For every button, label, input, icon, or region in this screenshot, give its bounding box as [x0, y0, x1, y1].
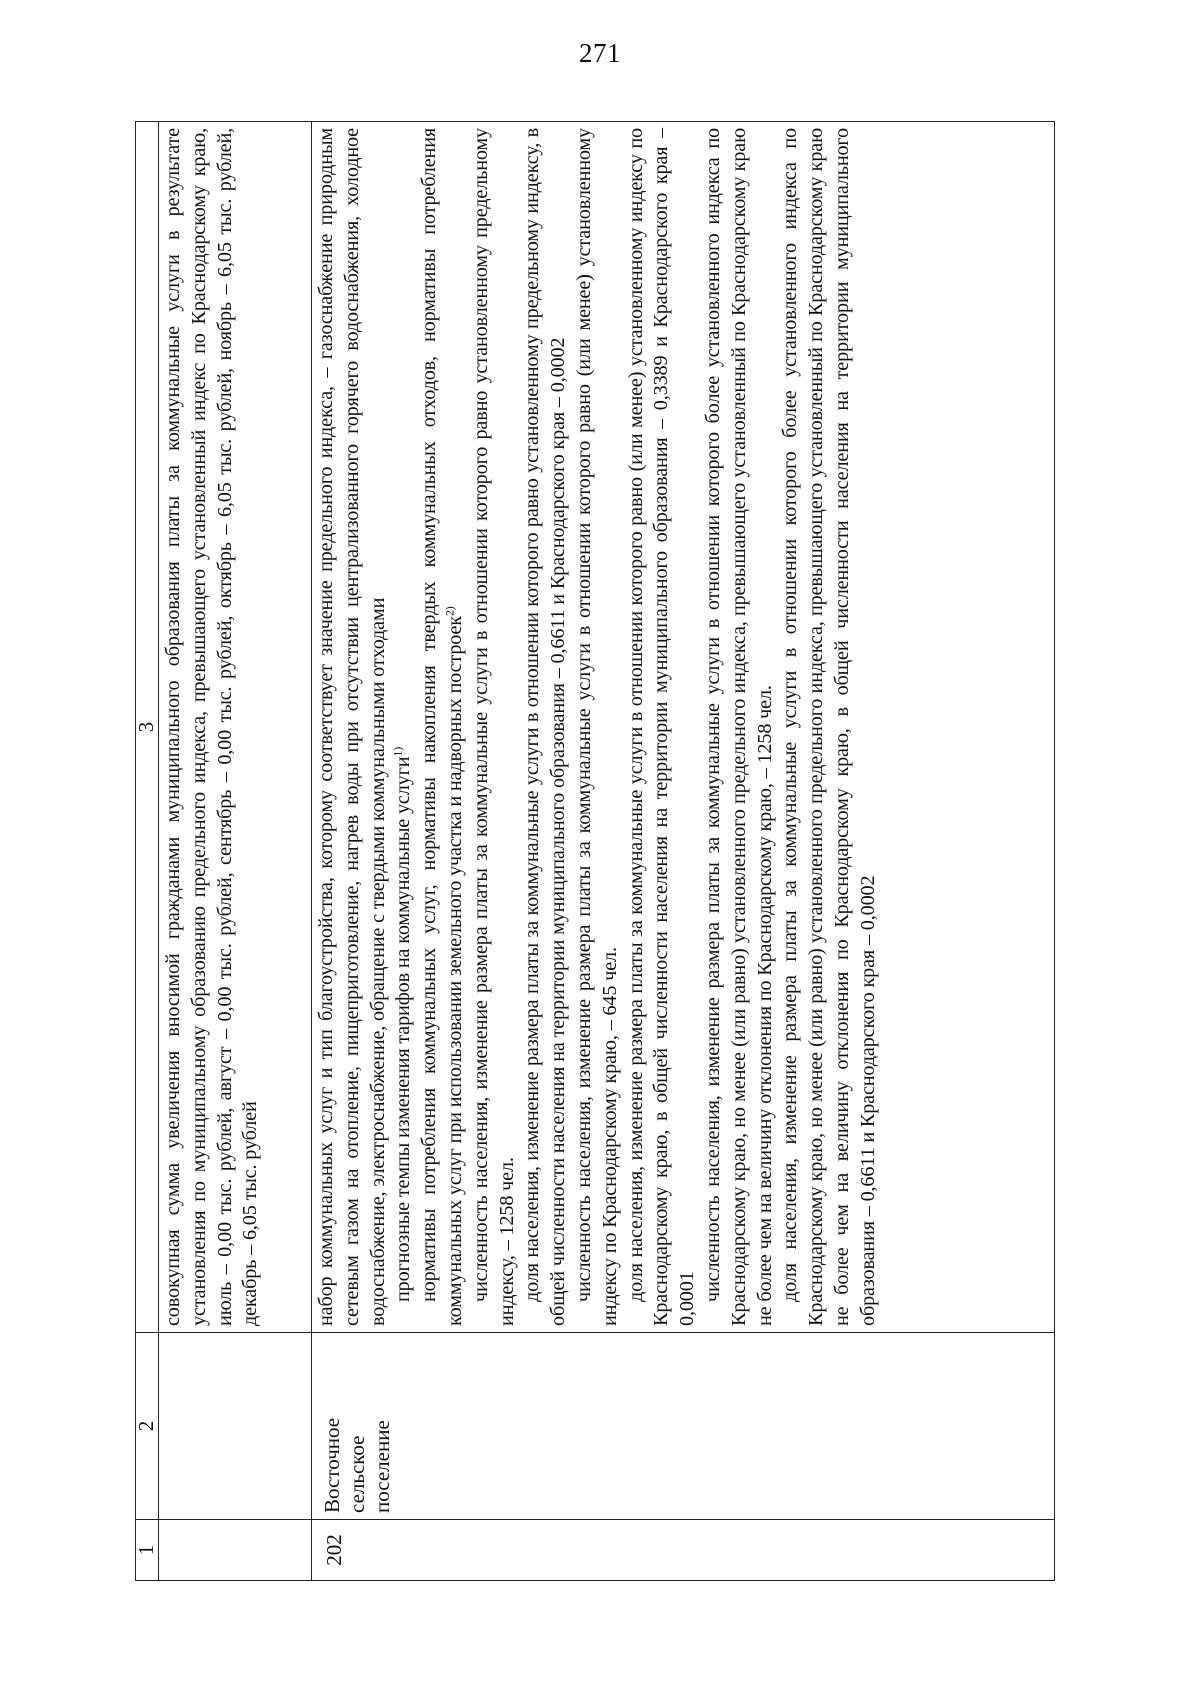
description-paragraph: численность населения, изменение размера платы за коммунальные услуги в отношении которого равно установленному предельному индексу, – 1258 чел.: [469, 128, 518, 1326]
description-paragraph: доля населения, изменение размера платы за коммунальные услуги в отношении которого равно установленному предельному индексу, в общей численности населения на территории муниципального образования – 0,6611 и Краснодарского края – 0,0002: [521, 128, 570, 1326]
rotated-table-container: [135, 121, 1055, 1581]
description-paragraph: доля населения, изменение размера платы за коммунальные услуги в отношении которого равно (или менее) установленному индексу по Краснодарскому краю, в общей численности населения на территории муниципального образования – 0,3389 и Краснодарского края – 0,0001: [624, 128, 699, 1326]
header-col-2: 2: [136, 1333, 159, 1520]
header-col-1: 1: [136, 1520, 159, 1581]
cell-settlement: [312, 1333, 1055, 1520]
description-paragraph: доля населения, изменение размера платы за коммунальные услуги в отношении которого более установленного индекса по Краснодарскому краю, но менее (или равно) установленного предельного индекса, превышающего установленный по Краснодарскому краю не более чем на величину отклонения по Краснодарскому краю, в общей численности населения на территории муниципального образования – 0,6611 и Краснодарского края – 0,0002: [779, 128, 879, 1326]
description-paragraph: набор коммунальных услуг и тип благоустройства, которому соответствует значение предельного индекса, – газоснабжение природным сетевым газом на отопление, пищеприготовление, нагрев воды при отсутствии централизованного горячего водоснабжения, холодное водоснабжение, электроснабжение, обращение с твердыми коммунальными отходами: [315, 128, 389, 1326]
cell-number-empty: [159, 1520, 312, 1581]
cell-description: [312, 122, 1055, 1333]
description-paragraph: совокупная сумма увеличения вносимой гражданами муниципального образования платы за коммунальные услуги в результате установления по муниципальному образованию предельного индекса, превышающего установленный индекс по Краснодарскому краю, июль – 0,00 тыс. рублей, август – 0,00 тыс. рублей, сентябрь – 0,00 тыс. рублей, октябрь – 6,05 тыс. рублей, ноябрь – 6,05 тыс. рублей, декабрь – 6,05 тыс. рублей: [162, 128, 262, 1326]
footnote-marker: 2): [442, 606, 457, 617]
cell-settlement-empty: [159, 1333, 312, 1520]
description-paragraph: нормативы потребления коммунальных услуг, нормативы накопления твердых коммунальных отходов, нормативы потребления коммунальных услуг при использовании земельного участка и надворных построек$^{2)}$: [418, 128, 466, 1326]
footnote-marker: 1): [390, 746, 405, 757]
table-row: [312, 122, 1055, 1581]
cell-row-number: [312, 1520, 1055, 1581]
table-row-continued: [159, 122, 312, 1581]
settlement-name: Восточное сельское поселение: [320, 1417, 394, 1513]
description-paragraph: численность населения, изменение размера платы за коммунальные услуги в отношении которого равно (или менее) установленному индексу по Краснодарскому краю, – 645 чел.: [572, 128, 621, 1326]
row-number: 202: [322, 1534, 346, 1566]
table-header-row: [136, 122, 159, 1581]
cell-description: [159, 122, 312, 1333]
description-paragraph: численность населения, изменение размера платы за коммунальные услуги в отношении которого более установленного индекса по Краснодарскому краю, но менее (или равно) установленного предельного индекса, превышающего установленный по Краснодарскому краю не более чем на величину отклонения по Краснодарскому краю, – 1258 чел.: [701, 128, 776, 1326]
description-paragraph: прогнозные темпы изменения тарифов на коммунальные услуги$^{1)}$: [390, 746, 415, 1302]
tariff-table: [135, 121, 1055, 1581]
header-col-3: 3: [136, 122, 159, 1333]
page-number: 271: [579, 38, 621, 68]
